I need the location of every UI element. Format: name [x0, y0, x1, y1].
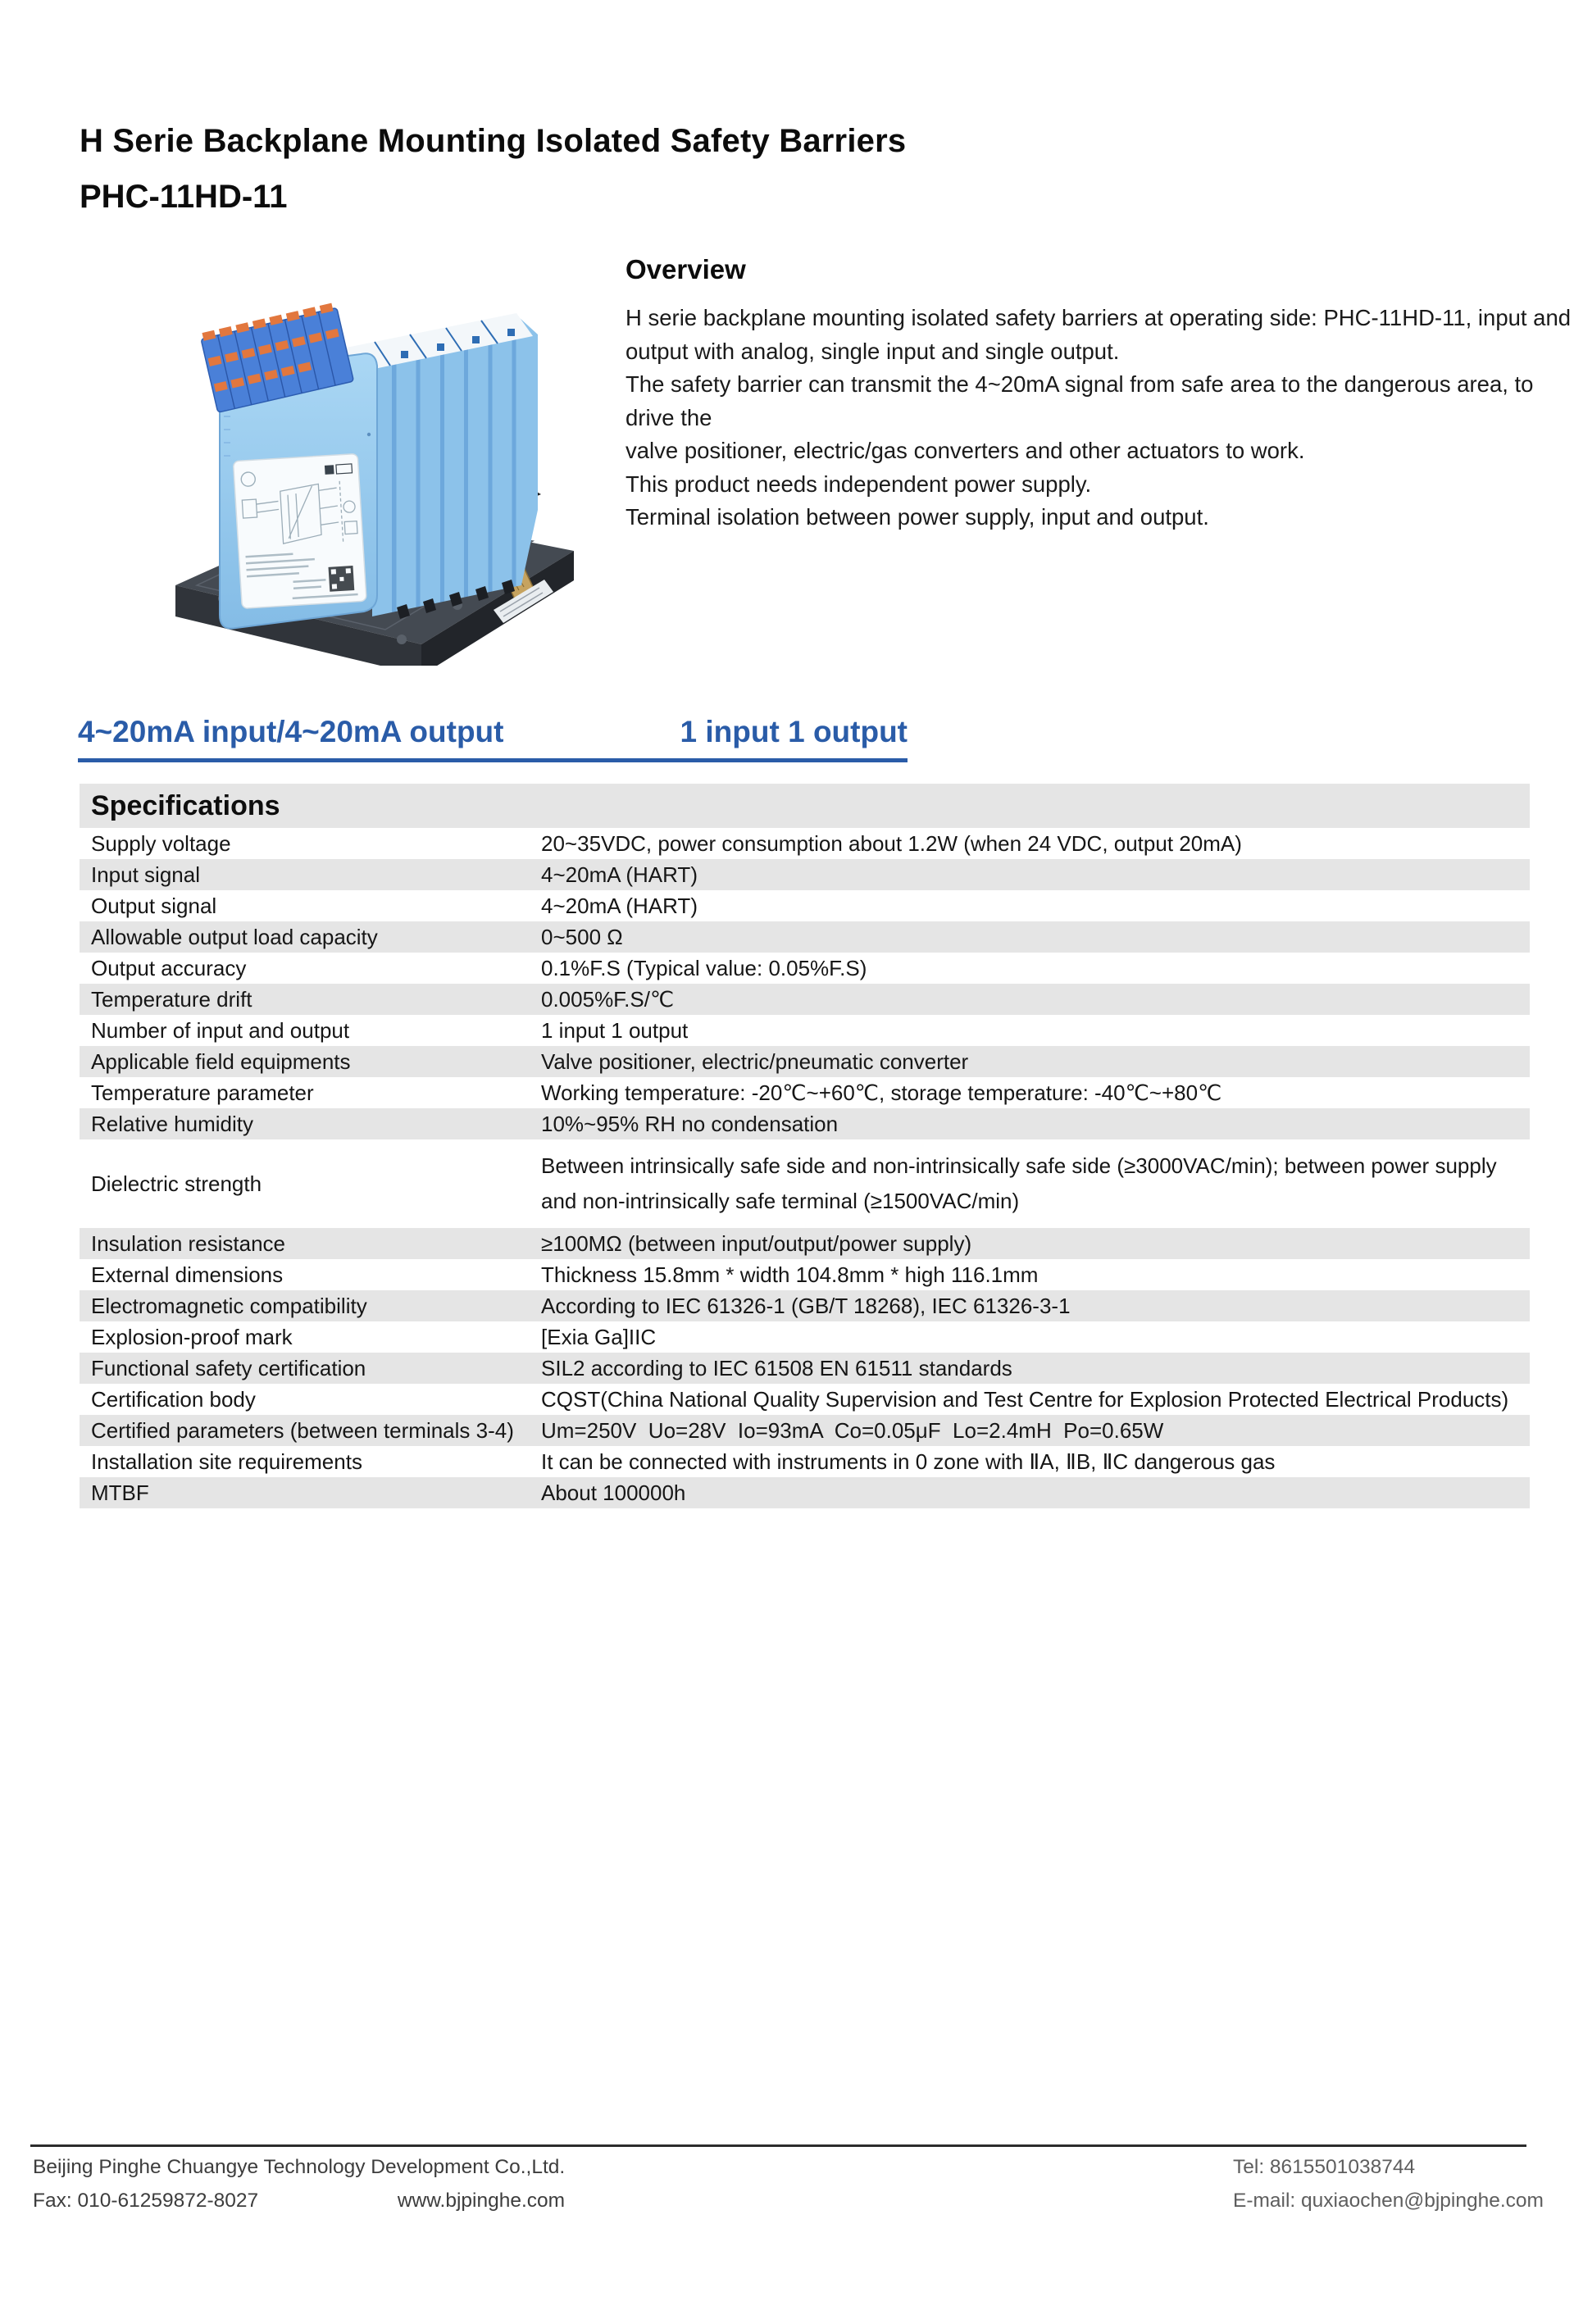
spec-row — [80, 1477, 1530, 1508]
spec-row — [80, 921, 1530, 953]
overview-line: H serie backplane mounting isolated safety barriers at operating side: PHC-11HD-11, input and — [626, 305, 1572, 330]
spec-label: Insulation resistance — [91, 1230, 286, 1256]
safety-barrier-illustration — [84, 264, 575, 666]
footer-tel: Tel: 8615501038744 — [1233, 2156, 1416, 2178]
spec-row — [80, 1259, 1530, 1290]
spec-label: Applicable field equipments — [91, 1048, 351, 1074]
spec-label: Certification body — [91, 1386, 256, 1412]
spec-value: [Exia Ga]IIC — [541, 1325, 657, 1349]
spec-value: Um=250V Uo=28V Io=93mA Co=0.05μF Lo=2.4mH Po=0.65W — [541, 1418, 1164, 1443]
spec-value: 0.1%F.S (Typical value: 0.05%F.S) — [541, 956, 867, 980]
page-title: H Serie Backplane Mounting Isolated Safety Barriers — [80, 123, 907, 159]
spec-label: Relative humidity — [91, 1111, 253, 1136]
overview-line: output with analog, single input and single output. — [626, 338, 1120, 364]
footer-right — [1233, 2156, 1544, 2213]
spec-row — [80, 984, 1530, 1015]
spec-value: According to IEC 61326-1 (GB/T 18268), IEC 61326-3-1 — [541, 1294, 1071, 1318]
spec-row — [80, 1015, 1530, 1046]
spec-value: 4~20mA (HART) — [541, 862, 698, 887]
spec-row — [80, 1290, 1530, 1321]
spec-value: 20~35VDC, power consumption about 1.2W (when 24 VDC, output 20mA) — [541, 831, 1242, 856]
spec-label: Allowable output load capacity — [91, 924, 378, 949]
spec-value: 0.005%F.S/℃ — [541, 987, 675, 1012]
spec-row — [80, 1446, 1530, 1477]
spec-label: Dielectric strength — [91, 1171, 262, 1196]
spec-row — [80, 1046, 1530, 1077]
spec-row — [80, 828, 1530, 859]
overview-line: The safety barrier can transmit the 4~20mA signal from safe area to the dangerous area, to drive the — [626, 371, 1534, 430]
spec-label: External dimensions — [91, 1262, 284, 1287]
overview-line: This product needs independent power supply. — [626, 471, 1092, 497]
spec-value: Thickness 15.8mm * width 104.8mm * high 116.1mm — [541, 1262, 1039, 1287]
spec-row — [80, 1228, 1530, 1259]
overview-text — [626, 302, 1572, 534]
spec-row — [80, 1415, 1530, 1446]
spec-value: 10%~95% RH no condensation — [541, 1112, 839, 1136]
signal-heading — [78, 715, 908, 762]
signal-type-label: 4~20mA input/4~20mA output — [78, 715, 504, 748]
spec-label: Temperature parameter — [91, 1080, 314, 1105]
footer-company: Beijing Pinghe Chuangye Technology Development Co.,Ltd. — [33, 2156, 566, 2178]
spec-row — [80, 1321, 1530, 1353]
spec-value: It can be connected with instruments in 0 zone with ⅡA, ⅡB, ⅡC dangerous gas — [541, 1449, 1276, 1474]
spec-label: Explosion-proof mark — [91, 1324, 293, 1349]
spec-value: 0~500 Ω — [541, 925, 623, 949]
spec-row — [80, 953, 1530, 984]
spec-label: Temperature drift — [91, 986, 252, 1012]
footer-email: E-mail: quxiaochen@bjpinghe.com — [1233, 2190, 1544, 2212]
spec-label: Output signal — [91, 893, 217, 918]
specifications-heading: Specifications — [80, 784, 1530, 828]
overview-section — [626, 254, 1572, 534]
spec-label: Functional safety certification — [91, 1355, 366, 1380]
spec-row — [80, 1384, 1530, 1415]
spec-row — [80, 1353, 1530, 1384]
front-label — [233, 453, 366, 608]
spec-value: Working temperature: -20℃~+60℃, storage temperature: -40℃~+80℃ — [541, 1080, 1222, 1105]
io-count-label: 1 input 1 output — [680, 715, 908, 748]
product-model: PHC-11HD-11 — [80, 179, 288, 215]
spec-row — [80, 1108, 1530, 1139]
spec-value: ≥100MΩ (between input/output/power supply) — [541, 1231, 972, 1256]
spec-value: About 100000h — [541, 1480, 686, 1505]
footer-left — [33, 2156, 565, 2213]
spec-value: 1 input 1 output — [541, 1018, 689, 1043]
spec-label: MTBF — [91, 1480, 149, 1505]
spec-label: Installation site requirements — [91, 1449, 362, 1474]
spec-value: Between intrinsically safe side and non-intrinsically safe side (≥3000VAC/min); between power supply and non-intrinsically safe terminal (≥1500VAC/min) — [541, 1153, 1503, 1213]
specifications-table — [80, 828, 1530, 1508]
overview-line: Terminal isolation between power supply, input and output. — [626, 504, 1209, 530]
footer-divider — [30, 2144, 1526, 2147]
spec-label: Supply voltage — [91, 830, 231, 856]
footer-fax: Fax: 010-61259872-8027 — [33, 2190, 259, 2212]
spec-label: Output accuracy — [91, 955, 247, 980]
spec-value: 4~20mA (HART) — [541, 894, 698, 918]
product-photo — [84, 264, 575, 666]
spec-row — [80, 1139, 1530, 1228]
overview-heading: Overview — [626, 254, 746, 284]
spec-label: Input signal — [91, 862, 200, 887]
spec-row — [80, 890, 1530, 921]
overview-line: valve positioner, electric/gas converters and other actuators to work. — [626, 438, 1305, 463]
spec-row — [80, 1077, 1530, 1108]
spec-row — [80, 859, 1530, 890]
spec-value: SIL2 according to IEC 61508 EN 61511 standards — [541, 1356, 1012, 1380]
footer-website: www.bjpinghe.com — [397, 2190, 566, 2212]
spec-label: Electromagnetic compatibility — [91, 1293, 367, 1318]
spec-value: CQST(China National Quality Supervision and Test Centre for Explosion Protected Electrical Products) — [541, 1387, 1509, 1412]
spec-value: Valve positioner, electric/pneumatic converter — [541, 1049, 969, 1074]
spec-label: Number of input and output — [91, 1017, 350, 1043]
spec-label: Certified parameters (between terminals 3-4) — [91, 1417, 514, 1443]
